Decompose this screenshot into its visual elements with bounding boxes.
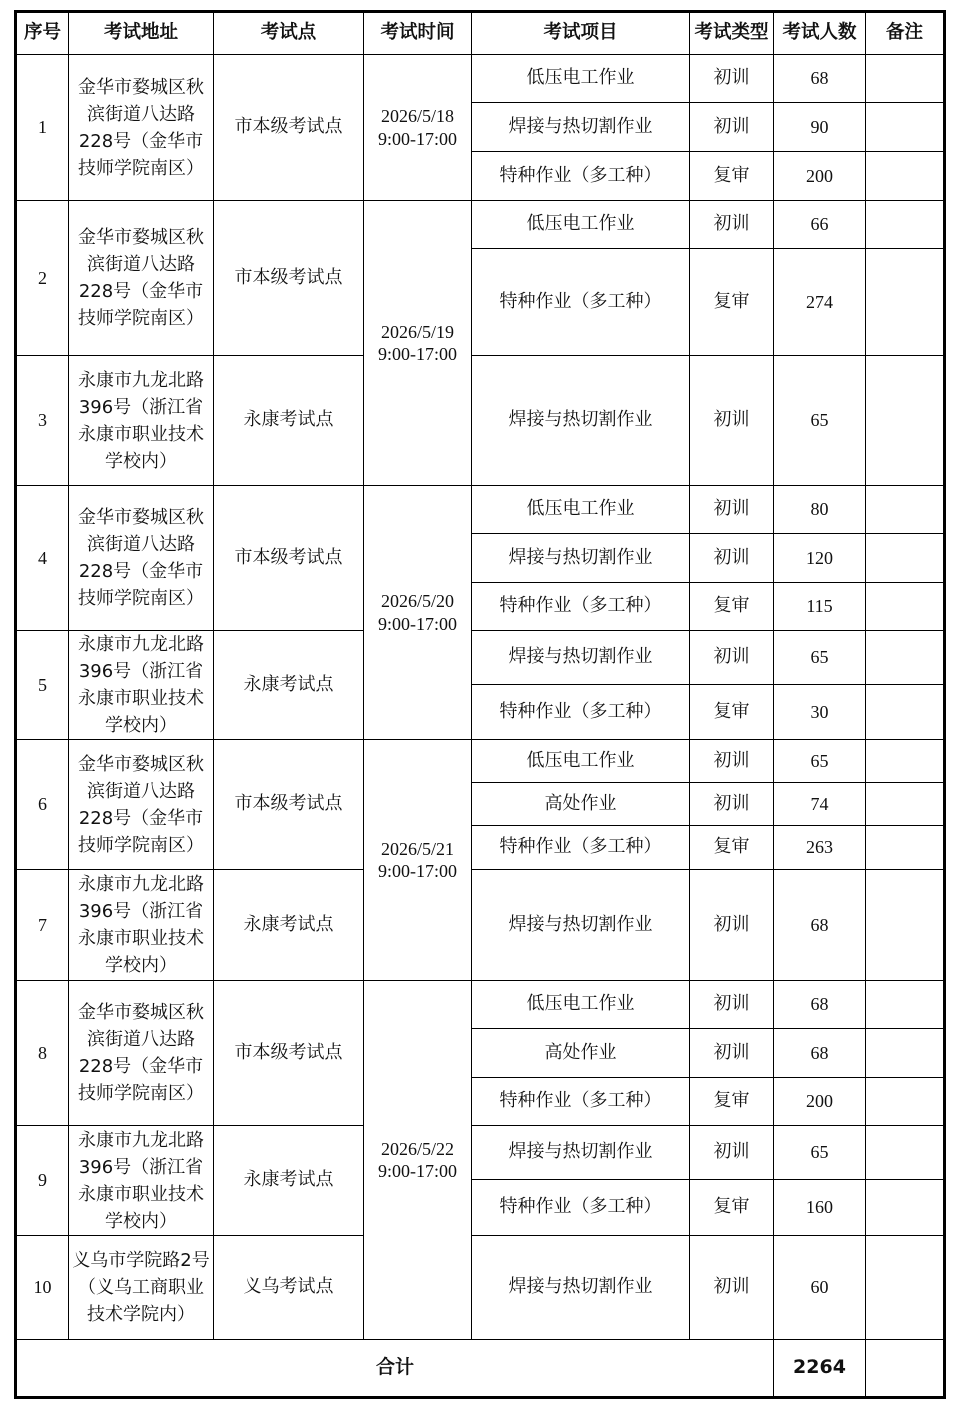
- count-cell: 200: [774, 1078, 866, 1126]
- count-cell: 68: [774, 55, 866, 103]
- count-cell: 65: [774, 1126, 866, 1180]
- address-cell: 金华市婺城区秋滨街道八达路228号（金华市技师学院南区）: [69, 201, 214, 356]
- header-cell-type: 考试类型: [690, 12, 774, 55]
- header-cell-remark: 备注: [866, 12, 945, 55]
- remark-cell: [866, 1236, 945, 1340]
- subject-cell: 特种作业（多工种）: [472, 583, 690, 631]
- table-row: [16, 1126, 945, 1180]
- table-row: [16, 356, 945, 486]
- total-remark-cell: [866, 1340, 945, 1398]
- address-cell: 永康市九龙北路396号（浙江省永康市职业技术学校内）: [69, 870, 214, 981]
- remark-cell: [866, 152, 945, 201]
- address-cell: 义乌市学院路2号（义乌工商职业技术学院内）: [69, 1236, 214, 1340]
- type-cell: 复审: [690, 583, 774, 631]
- site-cell: 永康考试点: [214, 870, 364, 981]
- remark-cell: [866, 870, 945, 981]
- header-cell-index: 序号: [16, 12, 69, 55]
- type-cell: 复审: [690, 249, 774, 356]
- count-cell: 274: [774, 249, 866, 356]
- remark-cell: [866, 826, 945, 870]
- table-row: [16, 486, 945, 534]
- remark-cell: [866, 631, 945, 685]
- count-cell: 65: [774, 631, 866, 685]
- row-index: 8: [16, 981, 69, 1126]
- type-cell: 初训: [690, 1236, 774, 1340]
- subject-cell: 焊接与热切割作业: [472, 103, 690, 152]
- remark-cell: [866, 356, 945, 486]
- remark-cell: [866, 740, 945, 783]
- type-cell: 复审: [690, 826, 774, 870]
- table-row: [16, 740, 945, 783]
- header-cell-subject: 考试项目: [472, 12, 690, 55]
- header-cell-time: 考试时间: [364, 12, 472, 55]
- row-index: 2: [16, 201, 69, 356]
- type-cell: 初训: [690, 981, 774, 1029]
- header-cell-address: 考试地址: [69, 12, 214, 55]
- total-label: 合计: [16, 1340, 774, 1398]
- type-cell: 初训: [690, 870, 774, 981]
- remark-cell: [866, 783, 945, 826]
- remark-cell: [866, 684, 945, 739]
- subject-cell: 焊接与热切割作业: [472, 631, 690, 685]
- remark-cell: [866, 55, 945, 103]
- remark-cell: [866, 1078, 945, 1126]
- remark-cell: [866, 486, 945, 534]
- subject-cell: 高处作业: [472, 783, 690, 826]
- subject-cell: 特种作业（多工种）: [472, 1078, 690, 1126]
- count-cell: 68: [774, 981, 866, 1029]
- remark-cell: [866, 1126, 945, 1180]
- time-cell: 2026/5/19 9:00-17:00: [364, 201, 472, 486]
- header-cell-site: 考试点: [214, 12, 364, 55]
- count-cell: 120: [774, 534, 866, 583]
- table-row: [16, 55, 945, 103]
- site-cell: 市本级考试点: [214, 55, 364, 201]
- type-cell: 复审: [690, 684, 774, 739]
- subject-cell: 焊接与热切割作业: [472, 356, 690, 486]
- site-cell: 市本级考试点: [214, 740, 364, 870]
- time-cell: 2026/5/20 9:00-17:00: [364, 486, 472, 740]
- row-index: 5: [16, 631, 69, 740]
- type-cell: 初训: [690, 1126, 774, 1180]
- subject-cell: 低压电工作业: [472, 740, 690, 783]
- table-row: [16, 631, 945, 685]
- subject-cell: 低压电工作业: [472, 201, 690, 249]
- type-cell: 初训: [690, 631, 774, 685]
- remark-cell: [866, 583, 945, 631]
- table-row: [16, 201, 945, 249]
- count-cell: 115: [774, 583, 866, 631]
- subject-cell: 特种作业（多工种）: [472, 826, 690, 870]
- address-cell: 金华市婺城区秋滨街道八达路228号（金华市技师学院南区）: [69, 981, 214, 1126]
- remark-cell: [866, 981, 945, 1029]
- count-cell: 200: [774, 152, 866, 201]
- row-index: 10: [16, 1236, 69, 1340]
- subject-cell: 低压电工作业: [472, 55, 690, 103]
- address-cell: 金华市婺城区秋滨街道八达路228号（金华市技师学院南区）: [69, 486, 214, 631]
- remark-cell: [866, 1029, 945, 1078]
- row-index: 3: [16, 356, 69, 486]
- count-cell: 68: [774, 1029, 866, 1078]
- remark-cell: [866, 249, 945, 356]
- type-cell: 初训: [690, 356, 774, 486]
- count-cell: 66: [774, 201, 866, 249]
- address-cell: 永康市九龙北路396号（浙江省永康市职业技术学校内）: [69, 631, 214, 740]
- count-cell: 90: [774, 103, 866, 152]
- table-row: [16, 981, 945, 1029]
- subject-cell: 焊接与热切割作业: [472, 1236, 690, 1340]
- subject-cell: 特种作业（多工种）: [472, 249, 690, 356]
- count-cell: 60: [774, 1236, 866, 1340]
- address-cell: 永康市九龙北路396号（浙江省永康市职业技术学校内）: [69, 356, 214, 486]
- total-row: [16, 1340, 945, 1398]
- address-cell: 金华市婺城区秋滨街道八达路228号（金华市技师学院南区）: [69, 55, 214, 201]
- count-cell: 80: [774, 486, 866, 534]
- row-index: 4: [16, 486, 69, 631]
- site-cell: 市本级考试点: [214, 201, 364, 356]
- row-index: 9: [16, 1126, 69, 1236]
- subject-cell: 焊接与热切割作业: [472, 1126, 690, 1180]
- type-cell: 初训: [690, 534, 774, 583]
- remark-cell: [866, 1180, 945, 1236]
- table-row: [16, 1236, 945, 1340]
- site-cell: 市本级考试点: [214, 981, 364, 1126]
- site-cell: 永康考试点: [214, 1126, 364, 1236]
- subject-cell: 焊接与热切割作业: [472, 534, 690, 583]
- site-cell: 义乌考试点: [214, 1236, 364, 1340]
- count-cell: 68: [774, 870, 866, 981]
- count-cell: 263: [774, 826, 866, 870]
- count-cell: 65: [774, 740, 866, 783]
- subject-cell: 焊接与热切割作业: [472, 870, 690, 981]
- type-cell: 初训: [690, 486, 774, 534]
- subject-cell: 高处作业: [472, 1029, 690, 1078]
- type-cell: 初训: [690, 783, 774, 826]
- address-cell: 金华市婺城区秋滨街道八达路228号（金华市技师学院南区）: [69, 740, 214, 870]
- type-cell: 初训: [690, 103, 774, 152]
- time-cell: 2026/5/18 9:00-17:00: [364, 55, 472, 201]
- type-cell: 复审: [690, 1180, 774, 1236]
- subject-cell: 特种作业（多工种）: [472, 152, 690, 201]
- count-cell: 30: [774, 684, 866, 739]
- exam-schedule-table: [14, 10, 946, 1399]
- subject-cell: 特种作业（多工种）: [472, 684, 690, 739]
- type-cell: 初训: [690, 1029, 774, 1078]
- type-cell: 复审: [690, 152, 774, 201]
- subject-cell: 低压电工作业: [472, 486, 690, 534]
- type-cell: 初训: [690, 740, 774, 783]
- type-cell: 初训: [690, 55, 774, 103]
- count-cell: 65: [774, 356, 866, 486]
- header-row: [16, 12, 945, 55]
- time-cell: 2026/5/22 9:00-17:00: [364, 981, 472, 1340]
- site-cell: 永康考试点: [214, 631, 364, 740]
- row-index: 6: [16, 740, 69, 870]
- site-cell: 市本级考试点: [214, 486, 364, 631]
- subject-cell: 特种作业（多工种）: [472, 1180, 690, 1236]
- type-cell: 初训: [690, 201, 774, 249]
- subject-cell: 低压电工作业: [472, 981, 690, 1029]
- type-cell: 复审: [690, 1078, 774, 1126]
- remark-cell: [866, 534, 945, 583]
- remark-cell: [866, 201, 945, 249]
- remark-cell: [866, 103, 945, 152]
- header-cell-count: 考试人数: [774, 12, 866, 55]
- count-cell: 74: [774, 783, 866, 826]
- site-cell: 永康考试点: [214, 356, 364, 486]
- time-cell: 2026/5/21 9:00-17:00: [364, 740, 472, 981]
- count-cell: 160: [774, 1180, 866, 1236]
- total-value: 2264: [774, 1340, 866, 1398]
- row-index: 7: [16, 870, 69, 981]
- address-cell: 永康市九龙北路396号（浙江省永康市职业技术学校内）: [69, 1126, 214, 1236]
- table-row: [16, 870, 945, 981]
- row-index: 1: [16, 55, 69, 201]
